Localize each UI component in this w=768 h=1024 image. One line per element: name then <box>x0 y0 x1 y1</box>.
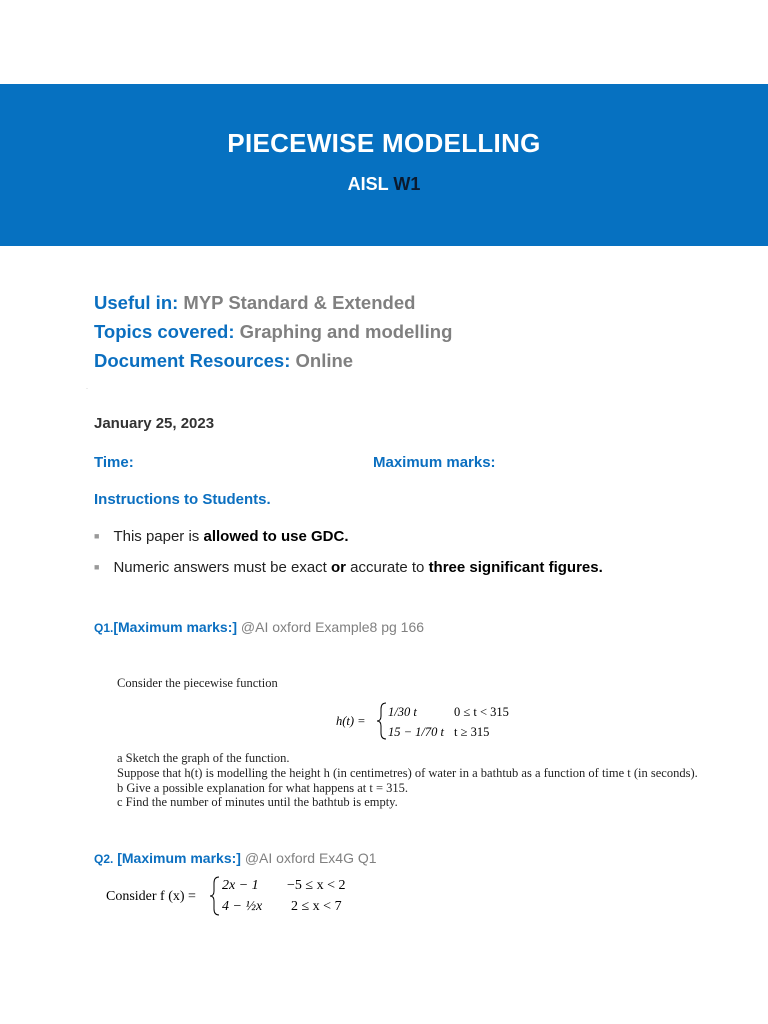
square-bullet-icon: ■ <box>94 531 100 541</box>
document-title: PIECEWISE MODELLING <box>227 128 541 158</box>
case2-condition: 2 ≤ x < 7 <box>291 899 342 914</box>
q1-context: Suppose that h(t) is modelling the height h (in centimetres) of water in a bathtub as a function of time t (in seconds). <box>117 765 698 780</box>
case1-expression: 1/30 t <box>388 705 417 719</box>
useful-in-line <box>94 292 415 314</box>
q1-parts <box>117 751 698 810</box>
question-marks: [Maximum marks:] <box>113 850 241 866</box>
time-label: Time: <box>94 454 134 471</box>
formula-lhs: h(t) = <box>336 714 366 728</box>
question-marks: [Maximum marks:] <box>113 619 238 635</box>
question-source: @AI oxford Ex4G Q1 <box>240 850 377 866</box>
resources-value: Online <box>295 350 354 371</box>
q2-piecewise-formula <box>106 874 366 918</box>
instruction-item: ■ Numeric answers must be exact or accurate to three significant figures. <box>94 559 603 576</box>
q1-intro: Consider the piecewise function <box>117 676 278 690</box>
case2-expression: 15 − 1/70 t <box>388 725 445 739</box>
case1-condition: −5 ≤ x < 2 <box>287 878 346 893</box>
useful-in-label: Useful in: <box>94 292 179 313</box>
topics-label: Topics covered: <box>94 321 235 342</box>
week-code: W1 <box>393 174 421 194</box>
question-2-header <box>94 850 377 866</box>
instructions-heading: Instructions to Students. <box>94 491 271 508</box>
q1-piecewise-formula <box>336 700 556 742</box>
case2-condition: t ≥ 315 <box>454 725 490 739</box>
resources-label: Document Resources: <box>94 350 291 371</box>
case2-expression: 4 − ½x <box>222 899 263 914</box>
question-1-header <box>94 619 424 635</box>
question-source: @AI oxford Example8 pg 166 <box>237 619 425 635</box>
document-subtitle <box>0 174 768 195</box>
case1-condition: 0 ≤ t < 315 <box>454 705 509 719</box>
topics-value: Graphing and modelling <box>239 321 453 342</box>
max-marks-label: Maximum marks: <box>373 454 496 471</box>
question-number: Q2. <box>94 852 114 866</box>
q1-part-b: b Give a possible explanation for what happens at t = 315. <box>117 780 409 795</box>
case1-expression: 2x − 1 <box>222 878 259 893</box>
square-bullet-icon: ■ <box>94 562 100 572</box>
header-banner <box>0 84 768 246</box>
topics-line <box>94 321 452 343</box>
document-date: January 25, 2023 <box>94 415 215 432</box>
stray-dot: · <box>86 386 88 392</box>
q1-part-a: a Sketch the graph of the function. <box>117 751 290 765</box>
formula-lhs: Consider f (x) = <box>106 889 196 904</box>
course-name: AISL <box>347 174 389 194</box>
q1-part-c: c Find the number of minutes until the bathtub is empty. <box>117 795 398 810</box>
resources-line <box>94 350 353 372</box>
useful-in-value: MYP Standard & Extended <box>183 292 416 313</box>
instruction-item: ■ This paper is allowed to use GDC. <box>94 528 349 545</box>
question-number: Q1. <box>94 621 114 635</box>
